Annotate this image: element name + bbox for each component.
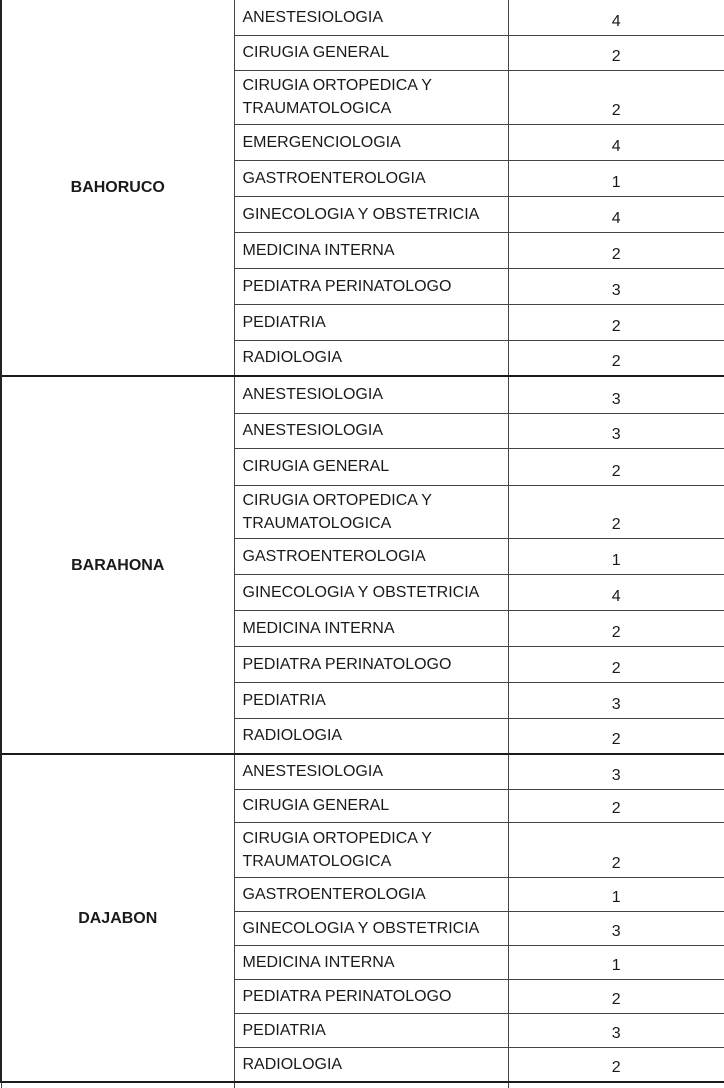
specialty-cell: GASTROENTEROLOGIA bbox=[234, 538, 508, 574]
specialty-cell: MEDICINA INTERNA bbox=[234, 945, 508, 979]
specialty-cell: RADIOLOGIA bbox=[234, 718, 508, 754]
empty-cell bbox=[508, 1082, 724, 1088]
specialty-table-body bbox=[1, 0, 724, 1088]
specialty-cell: PEDIATRA PERINATOLOGO bbox=[234, 646, 508, 682]
specialty-cell: ANESTESIOLOGIA bbox=[234, 754, 508, 789]
specialty-cell: RADIOLOGIA bbox=[234, 1047, 508, 1082]
count-cell: 2 bbox=[508, 35, 724, 70]
specialty-cell: CIRUGIA GENERAL bbox=[234, 789, 508, 822]
specialty-cell: EMERGENCIOLOGIA bbox=[234, 124, 508, 160]
specialty-cell: PEDIATRIA bbox=[234, 304, 508, 340]
count-cell: 2 bbox=[508, 789, 724, 822]
specialty-cell: PEDIATRIA bbox=[234, 1013, 508, 1047]
specialty-cell: GINECOLOGIA Y OBSTETRICIA bbox=[234, 196, 508, 232]
count-cell: 3 bbox=[508, 911, 724, 945]
table-row bbox=[1, 376, 724, 413]
specialty-cell: RADIOLOGIA bbox=[234, 340, 508, 376]
specialty-cell: ANESTESIOLOGIA bbox=[234, 413, 508, 448]
count-cell: 1 bbox=[508, 945, 724, 979]
count-cell: 2 bbox=[508, 646, 724, 682]
region-cell: BARAHONA bbox=[1, 376, 234, 754]
specialty-cell: CIRUGIA GENERAL bbox=[234, 448, 508, 485]
count-cell: 2 bbox=[508, 979, 724, 1013]
count-cell: 1 bbox=[508, 160, 724, 196]
count-cell: 2 bbox=[508, 1047, 724, 1082]
specialty-cell: CIRUGIA ORTOPEDICA Y TRAUMATOLOGICA bbox=[234, 485, 508, 538]
count-cell: 2 bbox=[508, 304, 724, 340]
count-cell: 4 bbox=[508, 0, 724, 35]
specialty-cell: MEDICINA INTERNA bbox=[234, 232, 508, 268]
region-cell: DAJABON bbox=[1, 754, 234, 1082]
table-row-stub bbox=[1, 1082, 724, 1088]
count-cell: 2 bbox=[508, 448, 724, 485]
count-cell: 3 bbox=[508, 376, 724, 413]
region-cell: BAHORUCO bbox=[1, 0, 234, 376]
specialty-cell: PEDIATRIA bbox=[234, 682, 508, 718]
count-cell: 4 bbox=[508, 124, 724, 160]
count-cell: 2 bbox=[508, 340, 724, 376]
count-cell: 2 bbox=[508, 610, 724, 646]
specialty-cell: GASTROENTEROLOGIA bbox=[234, 877, 508, 911]
count-cell: 2 bbox=[508, 232, 724, 268]
count-cell: 3 bbox=[508, 268, 724, 304]
specialty-cell: CIRUGIA GENERAL bbox=[234, 35, 508, 70]
count-cell: 1 bbox=[508, 538, 724, 574]
specialty-cell: CIRUGIA ORTOPEDICA Y TRAUMATOLOGICA bbox=[234, 70, 508, 124]
table-row bbox=[1, 0, 724, 35]
specialty-cell: GINECOLOGIA Y OBSTETRICIA bbox=[234, 911, 508, 945]
count-cell: 4 bbox=[508, 574, 724, 610]
count-cell: 3 bbox=[508, 754, 724, 789]
specialty-cell: ANESTESIOLOGIA bbox=[234, 0, 508, 35]
count-cell: 2 bbox=[508, 485, 724, 538]
specialty-cell: CIRUGIA ORTOPEDICA Y TRAUMATOLOGICA bbox=[234, 822, 508, 877]
specialty-cell: PEDIATRA PERINATOLOGO bbox=[234, 979, 508, 1013]
table-row bbox=[1, 754, 724, 789]
specialty-cell: MEDICINA INTERNA bbox=[234, 610, 508, 646]
count-cell: 2 bbox=[508, 822, 724, 877]
specialty-cell: PEDIATRA PERINATOLOGO bbox=[234, 268, 508, 304]
count-cell: 4 bbox=[508, 196, 724, 232]
specialty-cell: ANESTESIOLOGIA bbox=[234, 376, 508, 413]
specialty-cell: GASTROENTEROLOGIA bbox=[234, 160, 508, 196]
empty-cell bbox=[234, 1082, 508, 1088]
specialty-cell: GINECOLOGIA Y OBSTETRICIA bbox=[234, 574, 508, 610]
count-cell: 2 bbox=[508, 70, 724, 124]
count-cell: 3 bbox=[508, 413, 724, 448]
count-cell: 2 bbox=[508, 718, 724, 754]
empty-cell bbox=[1, 1082, 234, 1088]
count-cell: 3 bbox=[508, 1013, 724, 1047]
count-cell: 1 bbox=[508, 877, 724, 911]
count-cell: 3 bbox=[508, 682, 724, 718]
